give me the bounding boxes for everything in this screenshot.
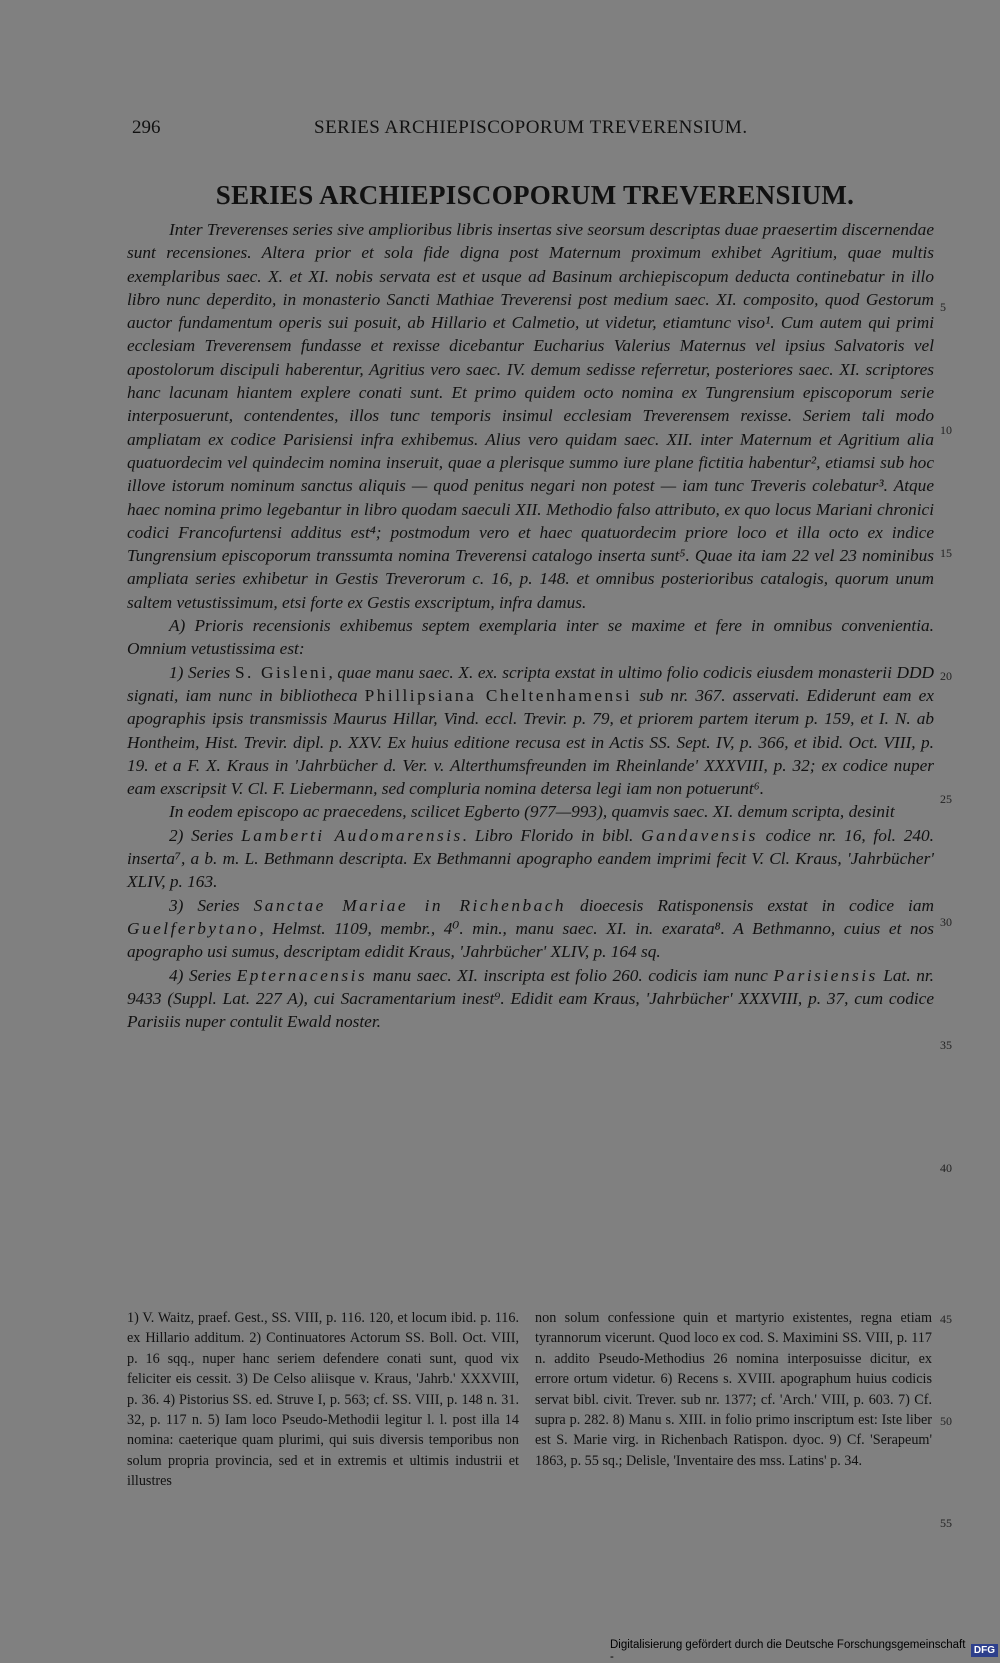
item-3-text-b: dioecesis Ratisponensis exstat in codice iam (566, 895, 934, 915)
item-4-text-b: manu saec. XI. inscripta est folio 260. codicis iam nunc (367, 965, 774, 985)
line-number: 15 (940, 546, 952, 560)
line-number: 5 (940, 300, 946, 314)
item-3-paragraph (127, 894, 934, 964)
item-1-text-a: 1) Series (169, 662, 235, 682)
item-2-name: Lamberti Audomarensis (241, 825, 463, 845)
intro-paragraph: Inter Treverenses series sive amplioribus libris insertas sive seorsum descriptas duae praesertim discernendae sunt recensiones. Altera prior et sola fide digna post Maternum proximum exhibet Agritium, quae multis exemplaribus saec. X. et XI. nobis servata est et usque ad Basinum archiepiscopum deducta continebatur in illo libro nunc deperdito, in monasterio Sancti Mathiae Treverensi post medium saec. XI. composito, quod Gestorum auctor fundamentum operis sui posuit, ab Hillario et Calmetio, ut videtur, etiamtunc viso¹. Cum autem qui primi ecclesiam Treverensem fundasse et rexisse dicebantur Eucharius Valerius Maternus vel ipsius Salvatoris vel apostolorum discipuli haberentur, Agritius vero saec. IV. demum sedisse referretur, posteriores saec. XI. scriptores hanc lacunam hiantem explere conati sunt. Et primo quidem octo nomina ex Tungrensium episcoporum serie interposuerunt, contendentes, illos tunc temporis insimul ecclesiam Treverensem rexisse. Seriem tali modo ampliatam ex codice Parisiensi infra exhibemus. Alius vero quidam saec. XII. inter Maternum et Agritium alia quatuordecim vel quindecim nomina inseruit, quae a plerisque summo iure plane fictitia habentur², etiamsi sub hoc illove istorum nominum sanctus aliquis — quod penitus negari non potest — iam tunc Treveris colebatur³. Atque haec nomina primo legebantur in libro quodam saeculi XII. Methodio falso attributo, ex quo locus Mariani chronici codici Francofurtensi additus est⁴; postmodum vero et haec quatuordecim priore loco et illa octo ex indice Tungrensium episcoporum transsumta nomina Treverensi catalogo inserta sunt⁵. Quae ita iam 22 vel 23 nominibus ampliata series exhibetur in Gestis Treverorum c. 16, p. 148. et omnibus posterioribus catalogis, quorum unum saltem vetustissimum, etsi forte ex Gestis exscriptum, infra damus. (127, 220, 934, 612)
item-1-name: S. Gisleni (234, 662, 329, 682)
line-number: 20 (940, 669, 952, 683)
item-4-name: Epternacensis (236, 965, 368, 985)
item-1-text-c: sub nr. 367. asservati. Ediderunt eam ex apographis ipsis transmissis Maurus Hillar, Vind. eccl. Trevir. p. 79, et priorem partem iterum p. 159, et I. N. ab Hontheim, Hist. Trevir. dipl. p. XXV. Ex huius editione recusa est in Actis SS. Sept. IV, p. 366, et ibid. Oct. VIII, p. 19. et a F. X. Kraus in 'Jahrbücher d. Ver. v. Alterthumsfreunden im Rheinlande' XXXVIII, p. 32; ex codice nuper eam exscripsit V. Cl. F. Liebermann, sed compluria nomina detersa legi iam non potuerunt⁶. (127, 685, 934, 799)
line-number: 55 (940, 1516, 952, 1530)
item-1-paragraph (127, 661, 934, 801)
line-number: 10 (940, 423, 952, 437)
line-number: 25 (940, 792, 952, 806)
page-header (132, 117, 932, 145)
item-3-text-a: 3) Series (169, 895, 254, 915)
digitization-footer (610, 1640, 1000, 1661)
item-3-name: Sanctae Mariae in Richenbach (253, 895, 567, 915)
item-2-text-a: 2) Series (169, 825, 242, 845)
item-4-text-a: 4) Series (169, 965, 237, 985)
page-number: 296 (132, 117, 161, 138)
main-title: SERIES ARCHIEPISCOPORUM TREVERENSIUM. (215, 180, 855, 210)
line-number: 35 (940, 1038, 952, 1052)
line-number: 40 (940, 1161, 952, 1175)
body-text (127, 218, 934, 1033)
item-1-text-b: , quae manu saec. X. ex. scripta exstat in ultimo folio codicis eiusdem monasterii DDD signati, iam nunc in bibliotheca (127, 662, 934, 705)
item-2-text-c: codice nr. 16, fol. 240. inserta⁷, a b. m. L. Bethmann descripta. Ex Bethmanni apographo eandem imprimi fecit V. Cl. Kraus, 'Jahrbücher' XLIV, p. 163. (127, 825, 935, 892)
item-3-text-c: , Helmst. 1109, membr., 4⁰. min., manu saec. XI. in. exarata⁸. A Bethmanno, cuius et nos apographo usi sumus, descriptam edidit Kraus, 'Jahrbücher' XLIV, p. 164 sq. (127, 918, 934, 962)
dfg-logo: DFG (971, 1644, 998, 1657)
item-4-paragraph (127, 964, 934, 1034)
line-number: 30 (940, 915, 952, 929)
footnotes-right-column: non solum confessione quin et martyrio existentes, regna etiam tyrannorum vicerunt. Quod loco ex cod. S. Maximini SS. VIII, p. 117 n. addito Pseudo-Methodius 26 nomina interposuisse dicitur, ex errore ortum videtur. 6) Recens s. XVIII. apographum huius codicis servat bibl. civit. Trever. sub nr. 1377; cf. 'Arch.' VIII, p. 603. 7) Cf. supra p. 282. 8) Manu s. XIII. in folio primo inscriptum est: Iste liber est S. Marie virg. in Richenbach Ratispon. dyoc. 9) Cf. 'Serapeum' 1863, p. 55 sq.; Delisle, 'Inventaire des mss. Latins' p. 34. (535, 1310, 932, 1469)
section-a-paragraph: A) Prioris recensionis exhibemus septem exemplaria inter se maxime et fere in omnibus convenientia. Omnium vetustissima est: (127, 616, 934, 659)
item-4-text-c: Lat. nr. 9433 (Suppl. Lat. 227 A), cui Sacramentarium inest⁹. Edidit eam Kraus, 'Jahrbücher' XXXVIII, p. 37, cum codice Parisiis nuper contulit Ewald noster. (127, 965, 934, 1032)
item-2-text-b: . Libro Florido in bibl. (462, 825, 642, 845)
item-2-library: Gandavensis (641, 825, 758, 845)
line-number: 45 (940, 1312, 952, 1326)
footer-text: Digitalisierung gefördert durch die Deutsche Forschungsgemeinschaft - (610, 1638, 966, 1663)
line-number: 50 (940, 1414, 952, 1428)
item-2-paragraph (127, 824, 934, 894)
running-head: SERIES ARCHIEPISCOPORUM TREVERENSIUM. (314, 117, 748, 138)
item-3-library: Guelferbytano (127, 918, 260, 938)
item-1-note: In eodem episcopo ac praecedens, scilicet Egberto (977—993), quamvis saec. XI. demum scripta, desinit (169, 802, 895, 822)
footnotes-left-column: 1) V. Waitz, praef. Gest., SS. VIII, p. 116. 120, et locum ibid. p. 116. ex Hillario additum. 2) Continuatores Actorum SS. Boll. Oct. VIII, p. 16 sqq., nuper hanc seriem defendere conati sunt, quod vix feliciter eis cessit. 3) De Celso aliisque v. Kraus, 'Jahrb.' XXXVIII, p. 36. 4) Pistorius SS. ed. Struve I, p. 563; cf. SS. VIII, p. 148 n. 31. 32, p. 117 n. 5) Iam loco Pseudo-Methodii legitur l. l. post illa 14 nomina: caeterique quam plurimi, qui suis diversis temporibus non solum propria provincia, sed et in extremis et ultimis industrii et illustres (127, 1310, 519, 1490)
item-4-library: Parisiensis (773, 965, 878, 985)
item-1-library: Phillipsiana Cheltenhamensi (364, 685, 633, 705)
